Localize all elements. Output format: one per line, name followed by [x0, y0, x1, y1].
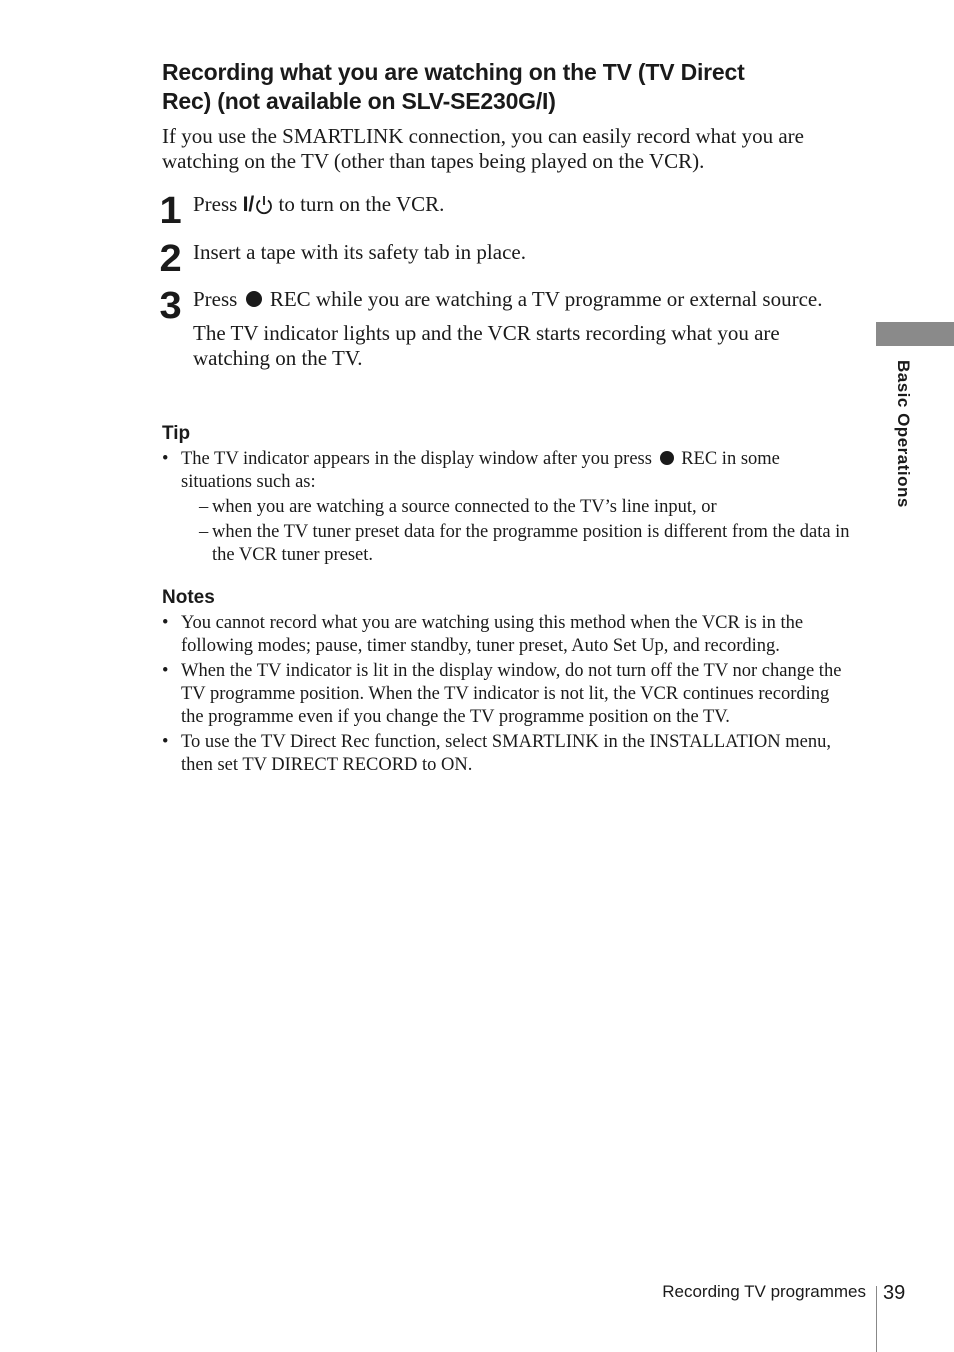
section-tab-label: Basic Operations — [894, 360, 913, 508]
note-text: To use the TV Direct Rec function, select SMARTLINK in the INSTALLATION menu, then set TV DIRECT RECORD to ON. — [181, 732, 831, 775]
note-text: When the TV indicator is lit in the display window, do not turn off the TV nor change the TV programme position. When the TV indicator is not lit, the VCR continues recording the programme even if you change the TV programme position on the TV. — [181, 661, 842, 727]
step-number: 3 — [159, 285, 182, 327]
bullet-mark: • — [162, 732, 169, 752]
rec-button-icon — [660, 451, 674, 465]
heading-line-1: Recording what you are watching on the TV (TV Direct — [162, 59, 745, 85]
list-item — [162, 612, 852, 658]
step-text-body: Insert a tape with its safety tab in place. — [193, 240, 526, 264]
step-text — [193, 240, 850, 265]
sub-item-text: when you are watching a source connected to the TV’s line input, or — [212, 497, 717, 517]
step-text-before: Press — [193, 287, 238, 311]
power-icon — [255, 195, 273, 215]
bullet-mark: • — [162, 449, 169, 469]
intro-paragraph: If you use the SMARTLINK connection, you can easily record what you are watching on the TV (other than tapes being played on the VCR). — [162, 124, 804, 173]
notes-heading: Notes — [162, 587, 215, 608]
step-text — [193, 192, 850, 217]
list-sub-item — [181, 496, 852, 519]
step-number: 1 — [159, 190, 182, 232]
step-number: 2 — [159, 238, 182, 280]
footer-divider — [876, 1286, 877, 1352]
sub-item-text: when the TV tuner preset data for the programme position is different from the data in the VCR tuner preset. — [212, 522, 850, 565]
section-tab-marker — [876, 322, 954, 346]
notes-list — [162, 612, 852, 779]
heading-line-2: Rec) (not available on SLV-SE230G/I) — [162, 88, 556, 114]
note-text: You cannot record what you are watching using this method when the VCR is in the following modes; pause, timer standby, tuner preset, Auto Set Up, and recording. — [181, 613, 804, 656]
dash-mark: – — [199, 497, 209, 517]
step-text — [193, 287, 850, 371]
step-text-after: REC while you are watching a TV programme or external source. — [269, 287, 823, 311]
tip-list — [162, 448, 852, 569]
step-2 — [159, 238, 850, 280]
page-heading — [162, 58, 842, 116]
dash-mark: – — [199, 522, 209, 542]
list-sub-item — [181, 521, 852, 567]
list-item — [162, 660, 852, 729]
tip-text-after: REC in some situations such as: — [181, 449, 780, 492]
rec-button-icon — [246, 291, 262, 307]
tip-text-before: The TV indicator appears in the display window after you press — [181, 449, 652, 469]
step-text-after: to turn on the VCR. — [278, 192, 445, 216]
step-1 — [159, 190, 850, 232]
bullet-mark: • — [162, 661, 169, 681]
page-number: 39 — [883, 1282, 906, 1304]
step-3 — [160, 287, 850, 371]
bullet-mark: • — [162, 613, 169, 633]
footer-section-title: Recording TV programmes — [662, 1282, 866, 1301]
list-item — [162, 448, 852, 567]
power-button-label: I/ — [242, 193, 255, 216]
list-item — [162, 731, 852, 777]
power-button-symbol — [243, 192, 274, 217]
step-text-before: Press — [193, 192, 238, 216]
step-detail: The TV indicator lights up and the VCR starts recording what you are watching on the TV. — [193, 321, 780, 370]
tip-heading: Tip — [162, 423, 191, 444]
